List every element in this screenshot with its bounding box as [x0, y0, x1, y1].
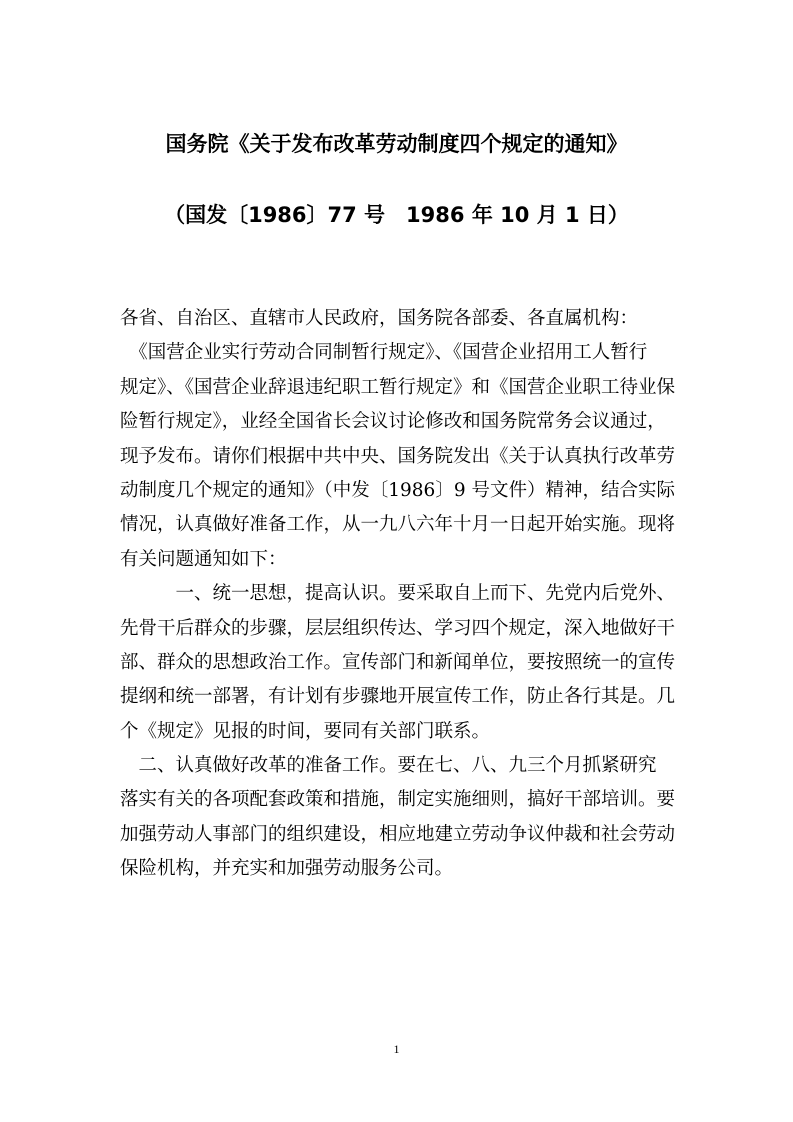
body-line: 个《规定》见报的时间，要同有关部门联系。 — [120, 720, 491, 742]
body-line: 先骨干后群众的步骤，层层组织传达、学习四个规定，深入地做好干 — [120, 617, 676, 639]
body-line-salutation: 各省、自治区、直辖市人民政府，国务院各部委、各直属机构： — [120, 308, 639, 329]
body-line: 动制度几个规定的通知》（中发〔1986〕9 号文件）精神，结合实际 — [120, 479, 675, 501]
body-line: 加强劳动人事部门的组织建设，相应地建立劳动争议仲裁和社会劳动 — [120, 823, 676, 845]
body-line: 二、认真做好改革的准备工作。要在七、八、九三个月抓紧研究 — [120, 755, 657, 777]
page-number: 1 — [393, 1042, 400, 1056]
body-line: 情况，认真做好准备工作，从一九八六年十月一日起开始实施。现将 — [120, 514, 676, 536]
body-line: 险暂行规定》，业经全国省长会议讨论修改和国务院常务会议通过， — [120, 411, 666, 433]
body-line: 提纲和统一部署，有计划有步骤地开展宣传工作，防止各行其是。几 — [120, 686, 676, 708]
body-line: 保险机构，并充实和加强劳动服务公司。 — [120, 858, 454, 880]
document-body — [120, 302, 680, 887]
body-line: 《国营企业实行劳动合同制暂行规定》、《国营企业招用工人暂行 — [120, 342, 648, 364]
body-line: 规定》、《国营企业辞退违纪职工暂行规定》和《国营企业职工待业保 — [120, 376, 676, 398]
body-line: 有关问题通知如下： — [120, 548, 287, 570]
body-line: 部、群众的思想政治工作。宣传部门和新闻单位，要按照统一的宣传 — [120, 651, 676, 673]
document-title: 国务院《关于发布改革劳动制度四个规定的通知》 — [165, 132, 628, 156]
document-subtitle: （国发〔1986〕77 号 1986 年 10 月 1 日） — [164, 203, 629, 227]
body-line: 现予发布。请你们根据中共中央、国务院发出《关于认真执行改革劳 — [120, 445, 676, 467]
body-line: 落实有关的各项配套政策和措施，制定实施细则，搞好干部培训。要 — [120, 789, 676, 811]
body-line: 一、统一思想，提高认识。要采取自上而下、先党内后党外、 — [120, 583, 676, 605]
